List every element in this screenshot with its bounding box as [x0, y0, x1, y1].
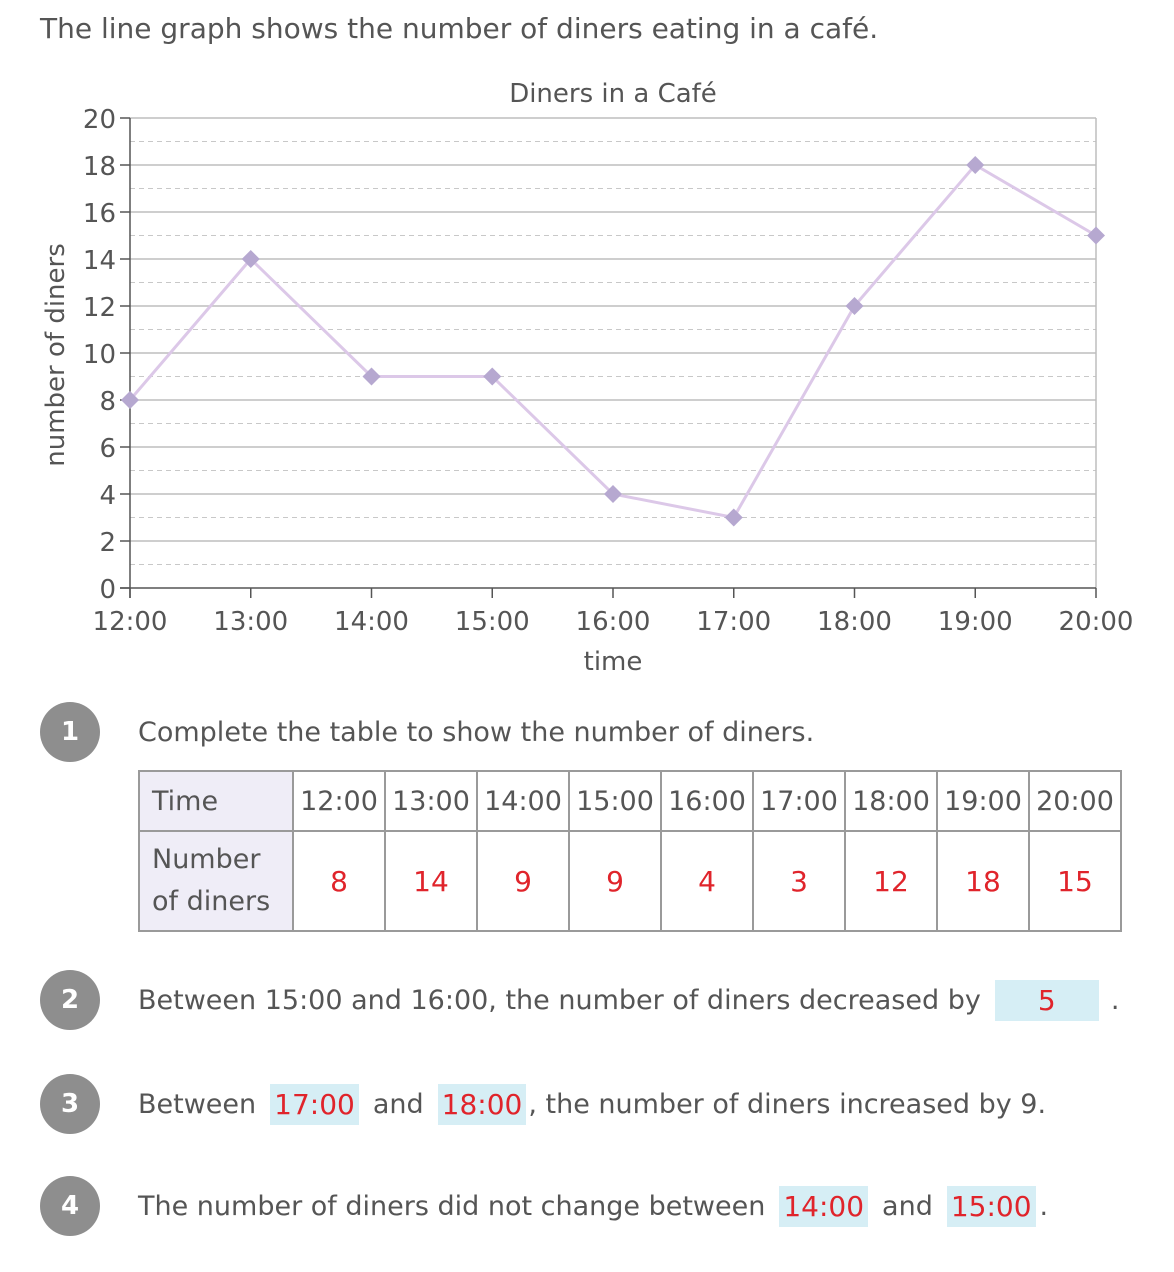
time-cell: 18:00 [845, 771, 937, 831]
question-2-prompt: Between 15:00 and 16:00, the number of diners decreased by [138, 984, 981, 1016]
diners-header-line2: of diners [152, 886, 271, 917]
time-cell: 15:00 [569, 771, 661, 831]
x-tick-label: 20:00 [1058, 607, 1134, 637]
series-line [130, 165, 1096, 518]
question-1 [40, 702, 814, 762]
answer-cell[interactable]: 18 [937, 831, 1029, 931]
question-2-text [138, 980, 1119, 1021]
question-3-text [138, 1084, 1046, 1125]
time-cell: 19:00 [937, 771, 1029, 831]
question-number-badge: 2 [40, 970, 100, 1030]
x-tick-label: 13:00 [213, 607, 289, 637]
answer-cell[interactable]: 15 [1029, 831, 1121, 931]
x-tick-label: 19:00 [937, 607, 1013, 637]
period: . [1110, 984, 1120, 1016]
question-3 [40, 1074, 1046, 1134]
question-3-post: , the number of diners increased by 9. [528, 1088, 1047, 1120]
time-cell: 12:00 [293, 771, 385, 831]
question-2 [40, 970, 1119, 1030]
answer-cell[interactable]: 4 [661, 831, 753, 931]
y-tick-label: 12 [82, 293, 116, 323]
answer-cell[interactable]: 9 [569, 831, 661, 931]
line-chart [0, 70, 1174, 680]
y-tick-label: 18 [82, 152, 116, 182]
question-number-badge: 1 [40, 702, 100, 762]
answer-box[interactable]: 5 [995, 980, 1099, 1021]
axes [120, 118, 1096, 598]
time-cell: 16:00 [661, 771, 753, 831]
x-tick-label: 16:00 [575, 607, 651, 637]
diners-table [138, 770, 1122, 932]
answer-box[interactable]: 14:00 [779, 1186, 868, 1227]
y-tick-label: 4 [99, 481, 116, 511]
question-4-pre: The number of diners did not change between [138, 1190, 766, 1222]
question-number-badge: 4 [40, 1176, 100, 1236]
y-axis-label: number of diners [41, 243, 71, 467]
period: . [1039, 1190, 1049, 1222]
y-tick-label: 20 [82, 105, 116, 135]
question-number-badge: 3 [40, 1074, 100, 1134]
answer-cell[interactable]: 12 [845, 831, 937, 931]
time-cell: 20:00 [1029, 771, 1121, 831]
answer-cell[interactable]: 3 [753, 831, 845, 931]
y-tick-label: 0 [99, 575, 116, 605]
question-4-text [138, 1186, 1048, 1227]
y-tick-label: 16 [82, 199, 116, 229]
question-4 [40, 1176, 1048, 1236]
chart-title: Diners in a Café [509, 79, 717, 109]
x-tick-label: 12:00 [92, 607, 168, 637]
time-row [139, 771, 1121, 831]
answer-cell[interactable]: 9 [477, 831, 569, 931]
question-3-mid: and [372, 1088, 424, 1120]
answer-cell[interactable]: 8 [293, 831, 385, 931]
data-point [725, 509, 743, 527]
time-cell: 14:00 [477, 771, 569, 831]
time-cell: 13:00 [385, 771, 477, 831]
x-tick-label: 14:00 [334, 607, 409, 637]
data-point [1087, 227, 1105, 245]
y-tick-label: 14 [82, 246, 116, 276]
y-tick-label: 10 [82, 340, 116, 370]
answer-box[interactable]: 15:00 [947, 1186, 1036, 1227]
diners-header [139, 831, 293, 931]
y-tick-label: 6 [99, 434, 116, 464]
x-tick-label: 18:00 [817, 607, 892, 637]
x-axis-label: time [583, 647, 643, 677]
y-tick-label: 8 [99, 387, 116, 417]
diners-header-line1: Number [152, 844, 261, 875]
time-cell: 17:00 [753, 771, 845, 831]
question-4-mid: and [882, 1190, 933, 1222]
answer-box[interactable]: 17:00 [270, 1084, 359, 1125]
diners-row [139, 831, 1121, 931]
time-header: Time [139, 771, 293, 831]
answer-box[interactable]: 18:00 [438, 1084, 527, 1125]
question-1-text: Complete the table to show the number of diners. [138, 716, 815, 748]
intro-text: The line graph shows the number of diners eating in a café. [40, 12, 879, 45]
x-tick-label: 15:00 [454, 607, 530, 637]
question-3-pre: Between [138, 1088, 257, 1120]
y-tick-label: 2 [99, 528, 116, 558]
x-tick-label: 17:00 [696, 607, 772, 637]
answer-cell[interactable]: 14 [385, 831, 477, 931]
